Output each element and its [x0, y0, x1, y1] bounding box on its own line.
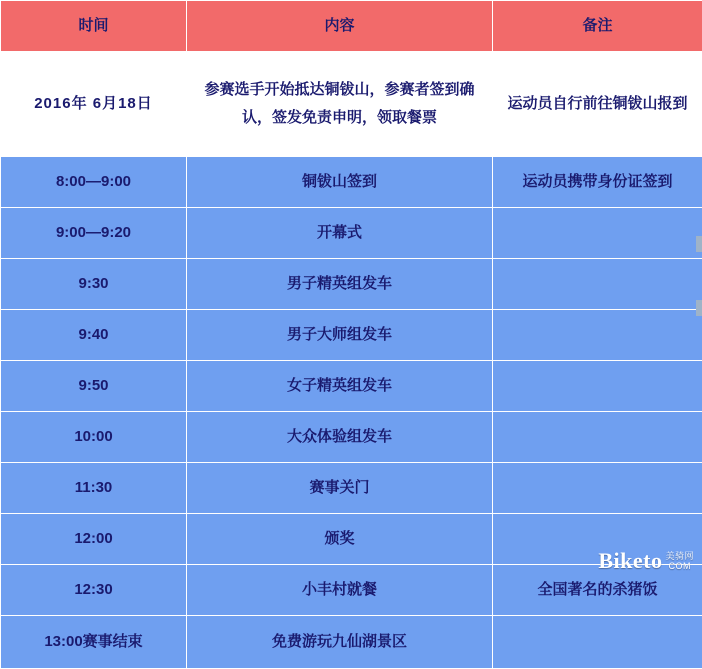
cell-date-remark: 运动员自行前往铜钹山报到	[493, 52, 702, 157]
watermark-suffix: COM	[668, 561, 691, 571]
cell-remark	[493, 208, 702, 259]
cell-remark	[493, 463, 702, 514]
cell-content: 开幕式	[187, 208, 493, 259]
table-row	[1, 565, 702, 616]
scroll-marker-top	[696, 236, 702, 252]
cell-time: 9:40	[1, 310, 187, 361]
table-row	[1, 157, 702, 208]
cell-time: 12:00	[1, 514, 187, 565]
cell-time: 9:00—9:20	[1, 208, 187, 259]
cell-remark	[493, 361, 702, 412]
table-row-date	[1, 52, 702, 157]
cell-time: 9:50	[1, 361, 187, 412]
cell-content: 赛事关门	[187, 463, 493, 514]
cell-content: 大众体验组发车	[187, 412, 493, 463]
cell-time: 9:30	[1, 259, 187, 310]
watermark	[598, 548, 694, 574]
table-row	[1, 412, 702, 463]
table-row	[1, 259, 702, 310]
header-content: 内容	[187, 1, 493, 52]
cell-remark: 运动员携带身份证签到	[493, 157, 702, 208]
cell-content: 颁奖	[187, 514, 493, 565]
table-row	[1, 616, 702, 669]
table-row	[1, 514, 702, 565]
cell-content: 女子精英组发车	[187, 361, 493, 412]
cell-time: 8:00—9:00	[1, 157, 187, 208]
watermark-brand: Biketo	[598, 548, 662, 574]
cell-remark	[493, 616, 702, 669]
cell-time: 11:30	[1, 463, 187, 514]
table-row	[1, 310, 702, 361]
cell-remark	[493, 259, 702, 310]
cell-remark	[493, 412, 702, 463]
cell-date-content: 参赛选手开始抵达铜钹山，参赛者签到确认，签发免责申明，领取餐票	[187, 52, 493, 157]
table-row	[1, 361, 702, 412]
scroll-marker-bottom	[696, 300, 702, 316]
cell-time: 13:00赛事结束	[1, 616, 187, 669]
table-header	[1, 1, 702, 52]
cell-date-time: 2016年 6月18日	[1, 52, 187, 157]
cell-remark	[493, 310, 702, 361]
cell-content: 男子大师组发车	[187, 310, 493, 361]
header-time: 时间	[1, 1, 187, 52]
watermark-sub	[665, 552, 694, 574]
table-body	[1, 52, 702, 669]
cell-content: 铜钹山签到	[187, 157, 493, 208]
cell-time: 12:30	[1, 565, 187, 616]
cell-remark: 全国著名的杀猪饭	[493, 565, 702, 616]
cell-content: 小丰村就餐	[187, 565, 493, 616]
cell-content: 免费游玩九仙湖景区	[187, 616, 493, 669]
header-remark: 备注	[493, 1, 702, 52]
cell-content: 男子精英组发车	[187, 259, 493, 310]
cell-time: 10:00	[1, 412, 187, 463]
table-row	[1, 463, 702, 514]
table-row	[1, 208, 702, 259]
header-row	[1, 1, 702, 52]
watermark-sub-top: 美骑网	[665, 551, 694, 561]
